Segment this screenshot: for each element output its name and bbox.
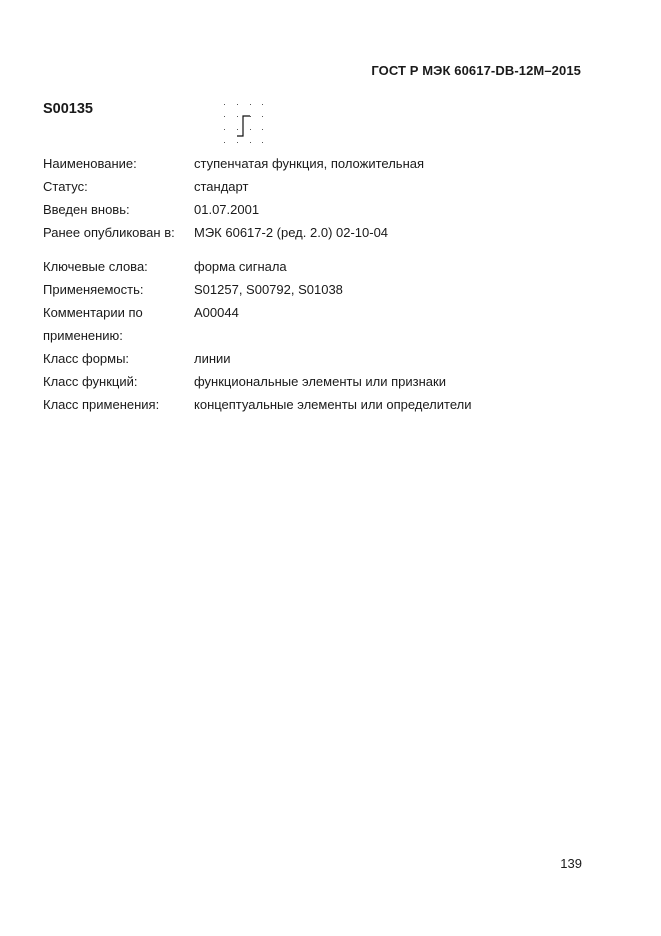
property-label: Применяемость: xyxy=(43,282,144,297)
property-value: S01257, S00792, S01038 xyxy=(194,282,343,297)
property-label: Введен вновь: xyxy=(43,202,130,217)
property-value: МЭК 60617-2 (ред. 2.0) 02-10-04 xyxy=(194,225,389,240)
property-value: линии xyxy=(194,351,231,366)
property-label: Класс формы: xyxy=(43,351,130,366)
property-label: Наименование: xyxy=(43,156,137,171)
property-label: Класс функций: xyxy=(43,374,138,389)
document-header: ГОСТ Р МЭК 60617-DB-12M–2015 xyxy=(371,63,581,78)
property-label: Комментарии по xyxy=(43,305,143,320)
property-value: концептуальные элементы или определители xyxy=(194,397,472,412)
property-value: функциональные элементы или признаки xyxy=(194,374,446,389)
property-label: Класс применения: xyxy=(43,397,160,412)
property-label: Статус: xyxy=(43,179,88,194)
property-value: стандарт xyxy=(194,179,249,194)
property-label: применению: xyxy=(43,328,123,343)
property-value: ступенчатая функция, положительная xyxy=(194,156,425,171)
property-value: A00044 xyxy=(194,305,239,320)
property-value: форма сигнала xyxy=(194,259,287,274)
property-value: 01.07.2001 xyxy=(194,202,260,217)
symbol-code: S00135 xyxy=(43,101,93,117)
positive-step-function-icon xyxy=(222,102,264,148)
property-label: Ранее опубликован в: xyxy=(43,225,175,240)
property-label: Ключевые слова: xyxy=(43,259,148,274)
page-number: 139 xyxy=(560,856,582,871)
